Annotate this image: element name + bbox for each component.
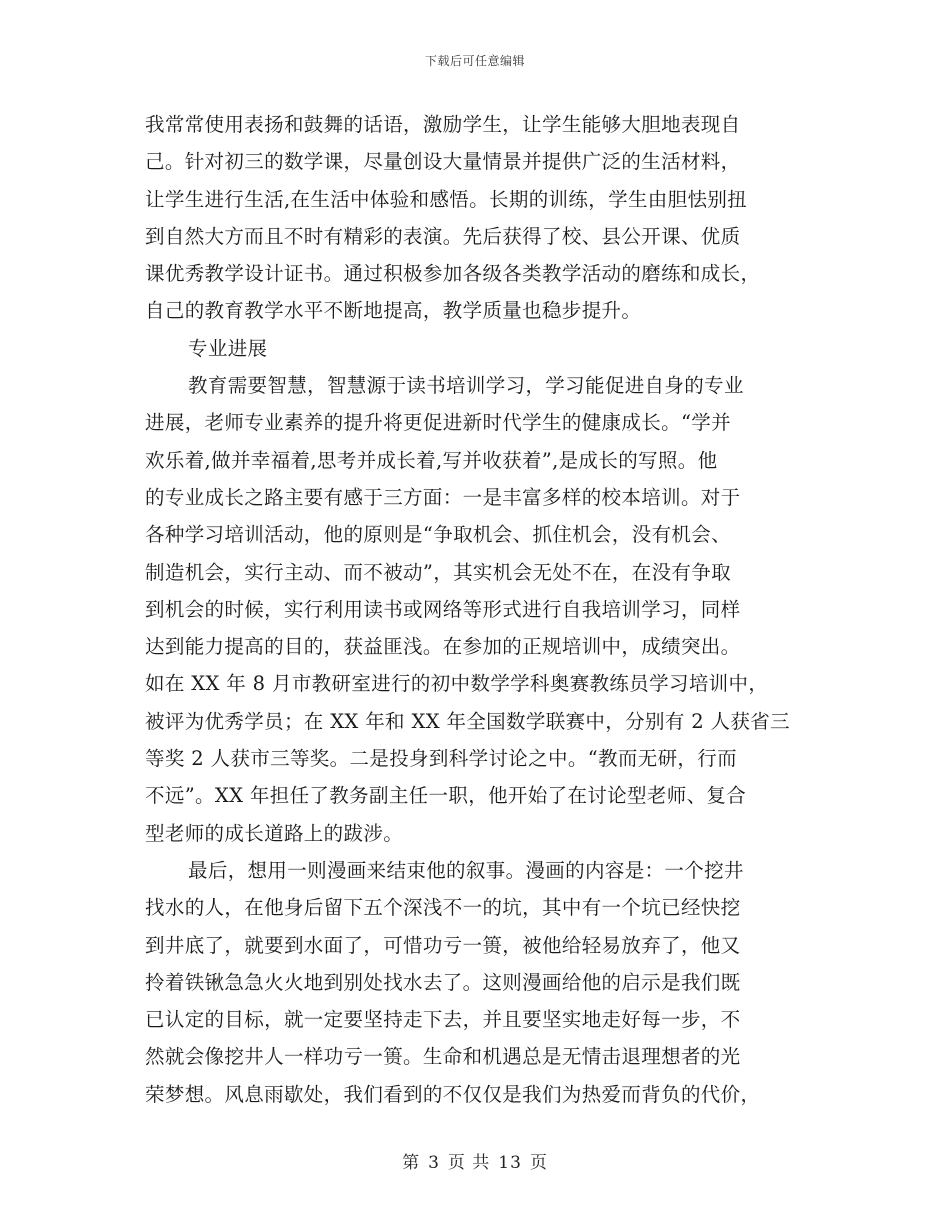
text-line: 然就会像挖井人一样功亏一篑。生命和机遇总是无情击退理想者的光	[145, 1045, 741, 1069]
text-line: 拎着铁锹急急火火地到别处找水去了。这则漫画给他的启示是我们既	[145, 970, 741, 994]
text-line: 找水的人，在他身后留下五个深浅不一的坑，其中有一个坑已经快挖	[145, 896, 741, 920]
text-line: 教育需要智慧，智慧源于读书培训学习，学习能促进自身的专业	[188, 374, 744, 398]
text-line: 己。针对初三的数学课，尽量创设大量情景并提供广泛的生活材料，	[145, 150, 741, 174]
text-line: 不远”。XX 年担任了教务副主任一职，他开始了在讨论型老师、复合	[145, 784, 747, 808]
text-line: 的专业成长之路主要有感于三方面：一是丰富多样的校本培训。对于	[145, 485, 741, 509]
text-line: 到井底了，就要到水面了，可惜功亏一篑，被他给轻易放弃了，他又	[145, 933, 741, 957]
text-line: 被评为优秀学员；在 XX 年和 XX 年全国数学联赛中，分别有 2 人获省三	[145, 709, 790, 733]
text-line: 各种学习培训活动，他的原则是“争取机会、抓住机会，没有机会、	[145, 523, 731, 547]
footer-prefix: 第	[402, 1153, 421, 1173]
text-line: 最后，想用一则漫画来结束他的叙事。漫画的内容是：一个挖井	[188, 858, 744, 882]
text-line: 型老师的成长道路上的跋涉。	[145, 821, 404, 845]
document-body	[145, 106, 807, 1113]
text-line: 到自然大方而且不时有精彩的表演。先后获得了校、县公开课、优质	[145, 224, 741, 248]
text-line: 进展，老师专业素养的提升将更促进新时代学生的健康成长。“学并	[145, 411, 731, 435]
text-line: 专业进展	[188, 336, 268, 360]
text-line: 我常常使用表扬和鼓舞的话语，激励学生，让学生能够大胆地表现自	[145, 113, 741, 136]
footer-middle: 页 共	[447, 1153, 491, 1173]
text-line: 制造机会，实行主动、而不被动”，其实机会无处不在，在没有争取	[145, 560, 731, 584]
text-line: 欢乐着,做并幸福着,思考并成长着,写并收获着”,是成长的写照。他	[145, 448, 718, 472]
text-line: 如在 XX 年 8 月市教研室进行的初中数学学科奥赛教练员学习培训中，	[145, 672, 769, 696]
text-line: 让学生进行生活,在生活中体验和感悟。长期的训练，学生由胆怯别扭	[145, 187, 748, 211]
text-line: 课优秀教学设计证书。通过积极参加各级各类教学活动的磨练和成长，	[145, 262, 761, 286]
page-header-note: 下载后可任意编辑	[424, 54, 525, 68]
text-line: 达到能力提高的目的，获益匪浅。在参加的正规培训中，成绩突出。	[145, 635, 741, 659]
footer-suffix: 页	[529, 1153, 548, 1173]
text-line: 已认定的目标，就一定要坚持走下去，并且要坚实地走好每一步，不	[145, 1008, 741, 1032]
footer-total-pages: 13	[498, 1153, 522, 1173]
text-line: 荣梦想。风息雨歇处，我们看到的不仅仅是我们为热爱而背负的代价，	[145, 1082, 761, 1106]
page-footer	[0, 1148, 950, 1173]
text-line: 到机会的时候，实行利用读书或网络等形式进行自我培训学习，同样	[145, 597, 741, 621]
text-line: 等奖 2 人获市三等奖。二是投身到科学讨论之中。“教而无研，行而	[145, 747, 737, 771]
text-line: 自己的教育教学水平不断地提高，教学质量也稳步提升。	[145, 299, 642, 323]
footer-current-page: 3	[428, 1153, 440, 1173]
